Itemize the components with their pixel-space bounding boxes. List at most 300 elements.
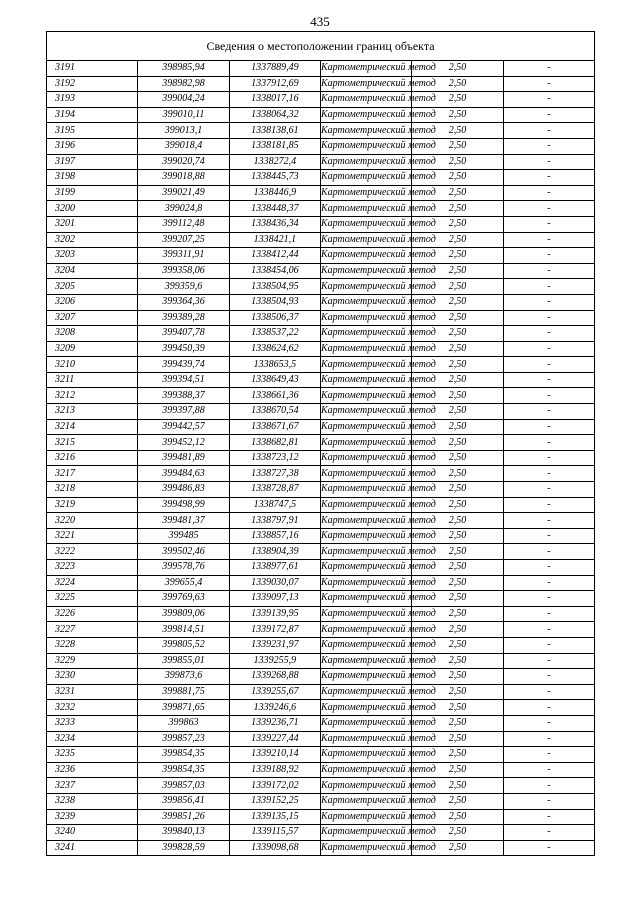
- accuracy-cell: 2,50: [412, 684, 503, 700]
- point-number-cell: 3219: [47, 497, 138, 513]
- table-row: [47, 606, 595, 622]
- description-cell: -: [503, 575, 594, 591]
- point-number-cell: 3200: [47, 201, 138, 217]
- x-coordinate-cell: 399112,48: [138, 216, 229, 232]
- y-coordinate-cell: 1337889,49: [229, 61, 320, 77]
- table-row: [47, 544, 595, 560]
- x-coordinate-cell: 399207,25: [138, 232, 229, 248]
- description-cell: -: [503, 825, 594, 841]
- description-cell: -: [503, 715, 594, 731]
- method-cell: Картометрический метод: [320, 326, 411, 342]
- y-coordinate-cell: 1338649,43: [229, 372, 320, 388]
- accuracy-cell: 2,50: [412, 637, 503, 653]
- point-number-cell: 3205: [47, 279, 138, 295]
- x-coordinate-cell: 399855,01: [138, 653, 229, 669]
- method-cell: Картометрический метод: [320, 216, 411, 232]
- y-coordinate-cell: 1338181,85: [229, 138, 320, 154]
- y-coordinate-cell: 1338506,37: [229, 310, 320, 326]
- y-coordinate-cell: 1337912,69: [229, 76, 320, 92]
- accuracy-cell: 2,50: [412, 762, 503, 778]
- table-row: [47, 482, 595, 498]
- accuracy-cell: 2,50: [412, 575, 503, 591]
- method-cell: Картометрический метод: [320, 497, 411, 513]
- method-cell: Картометрический метод: [320, 591, 411, 607]
- description-cell: -: [503, 435, 594, 451]
- x-coordinate-cell: 399814,51: [138, 622, 229, 638]
- accuracy-cell: 2,50: [412, 341, 503, 357]
- point-number-cell: 3201: [47, 216, 138, 232]
- method-cell: Картометрический метод: [320, 248, 411, 264]
- x-coordinate-cell: 399851,26: [138, 809, 229, 825]
- table-row: [47, 232, 595, 248]
- description-cell: -: [503, 622, 594, 638]
- description-cell: -: [503, 107, 594, 123]
- point-number-cell: 3233: [47, 715, 138, 731]
- x-coordinate-cell: 399389,28: [138, 310, 229, 326]
- method-cell: Картометрический метод: [320, 263, 411, 279]
- accuracy-cell: 2,50: [412, 778, 503, 794]
- accuracy-cell: 2,50: [412, 466, 503, 482]
- x-coordinate-cell: 399450,39: [138, 341, 229, 357]
- table-row: [47, 404, 595, 420]
- x-coordinate-cell: 399809,06: [138, 606, 229, 622]
- table-row: [47, 357, 595, 373]
- method-cell: Картометрический метод: [320, 388, 411, 404]
- x-coordinate-cell: 399021,49: [138, 185, 229, 201]
- description-cell: -: [503, 793, 594, 809]
- method-cell: Картометрический метод: [320, 404, 411, 420]
- table-row: [47, 310, 595, 326]
- accuracy-cell: 2,50: [412, 731, 503, 747]
- y-coordinate-cell: 1338272,4: [229, 154, 320, 170]
- method-cell: Картометрический метод: [320, 653, 411, 669]
- accuracy-cell: 2,50: [412, 404, 503, 420]
- table-row: [47, 731, 595, 747]
- y-coordinate-cell: 1338670,54: [229, 404, 320, 420]
- method-cell: Картометрический метод: [320, 715, 411, 731]
- description-cell: -: [503, 809, 594, 825]
- point-number-cell: 3239: [47, 809, 138, 825]
- point-number-cell: 3195: [47, 123, 138, 139]
- y-coordinate-cell: 1339172,87: [229, 622, 320, 638]
- description-cell: -: [503, 294, 594, 310]
- description-cell: -: [503, 700, 594, 716]
- method-cell: Картометрический метод: [320, 747, 411, 763]
- accuracy-cell: 2,50: [412, 653, 503, 669]
- x-coordinate-cell: 399655,4: [138, 575, 229, 591]
- accuracy-cell: 2,50: [412, 825, 503, 841]
- table-row: [47, 263, 595, 279]
- method-cell: Картометрический метод: [320, 513, 411, 529]
- x-coordinate-cell: 399502,46: [138, 544, 229, 560]
- method-cell: Картометрический метод: [320, 700, 411, 716]
- point-number-cell: 3196: [47, 138, 138, 154]
- method-cell: Картометрический метод: [320, 294, 411, 310]
- point-number-cell: 3198: [47, 170, 138, 186]
- accuracy-cell: 2,50: [412, 185, 503, 201]
- method-cell: Картометрический метод: [320, 466, 411, 482]
- method-cell: Картометрический метод: [320, 825, 411, 841]
- accuracy-cell: 2,50: [412, 669, 503, 685]
- x-coordinate-cell: 399863: [138, 715, 229, 731]
- method-cell: Картометрический метод: [320, 544, 411, 560]
- x-coordinate-cell: 399578,76: [138, 560, 229, 576]
- description-cell: -: [503, 170, 594, 186]
- accuracy-cell: 2,50: [412, 372, 503, 388]
- x-coordinate-cell: 399856,41: [138, 793, 229, 809]
- point-number-cell: 3197: [47, 154, 138, 170]
- table-row: [47, 341, 595, 357]
- description-cell: -: [503, 513, 594, 529]
- point-number-cell: 3212: [47, 388, 138, 404]
- x-coordinate-cell: 399481,37: [138, 513, 229, 529]
- method-cell: Картометрический метод: [320, 482, 411, 498]
- method-cell: Картометрический метод: [320, 372, 411, 388]
- x-coordinate-cell: 399485: [138, 528, 229, 544]
- x-coordinate-cell: 399442,57: [138, 419, 229, 435]
- method-cell: Картометрический метод: [320, 560, 411, 576]
- description-cell: -: [503, 497, 594, 513]
- y-coordinate-cell: 1338064,32: [229, 107, 320, 123]
- method-cell: Картометрический метод: [320, 107, 411, 123]
- method-cell: Картометрический метод: [320, 793, 411, 809]
- method-cell: Картометрический метод: [320, 840, 411, 856]
- accuracy-cell: 2,50: [412, 138, 503, 154]
- accuracy-cell: 2,50: [412, 326, 503, 342]
- point-number-cell: 3213: [47, 404, 138, 420]
- description-cell: -: [503, 216, 594, 232]
- x-coordinate-cell: 399452,12: [138, 435, 229, 451]
- description-cell: -: [503, 731, 594, 747]
- point-number-cell: 3206: [47, 294, 138, 310]
- y-coordinate-cell: 1338504,93: [229, 294, 320, 310]
- table-row: [47, 450, 595, 466]
- method-cell: Картометрический метод: [320, 435, 411, 451]
- y-coordinate-cell: 1339255,67: [229, 684, 320, 700]
- point-number-cell: 3202: [47, 232, 138, 248]
- y-coordinate-cell: 1338138,61: [229, 123, 320, 139]
- x-coordinate-cell: 399805,52: [138, 637, 229, 653]
- point-number-cell: 3211: [47, 372, 138, 388]
- point-number-cell: 3224: [47, 575, 138, 591]
- description-cell: -: [503, 419, 594, 435]
- table-row: [47, 248, 595, 264]
- point-number-cell: 3203: [47, 248, 138, 264]
- method-cell: Картометрический метод: [320, 637, 411, 653]
- accuracy-cell: 2,50: [412, 560, 503, 576]
- y-coordinate-cell: 1338682,81: [229, 435, 320, 451]
- table-row: [47, 840, 595, 856]
- description-cell: -: [503, 372, 594, 388]
- table-row: [47, 715, 595, 731]
- accuracy-cell: 2,50: [412, 216, 503, 232]
- accuracy-cell: 2,50: [412, 544, 503, 560]
- point-number-cell: 3191: [47, 61, 138, 77]
- table-row: [47, 825, 595, 841]
- description-cell: -: [503, 138, 594, 154]
- page-number: 435: [310, 14, 330, 29]
- y-coordinate-cell: 1339172,02: [229, 778, 320, 794]
- x-coordinate-cell: 399484,63: [138, 466, 229, 482]
- point-number-cell: 3214: [47, 419, 138, 435]
- method-cell: Картометрический метод: [320, 575, 411, 591]
- description-cell: -: [503, 747, 594, 763]
- accuracy-cell: 2,50: [412, 591, 503, 607]
- x-coordinate-cell: 399004,24: [138, 92, 229, 108]
- accuracy-cell: 2,50: [412, 92, 503, 108]
- description-cell: -: [503, 560, 594, 576]
- y-coordinate-cell: 1338661,36: [229, 388, 320, 404]
- x-coordinate-cell: 399486,83: [138, 482, 229, 498]
- y-coordinate-cell: 1339139,95: [229, 606, 320, 622]
- table-row: [47, 435, 595, 451]
- table-row: [47, 170, 595, 186]
- x-coordinate-cell: 399873,6: [138, 669, 229, 685]
- x-coordinate-cell: 399769,63: [138, 591, 229, 607]
- description-cell: -: [503, 778, 594, 794]
- description-cell: -: [503, 684, 594, 700]
- description-cell: -: [503, 528, 594, 544]
- accuracy-cell: 2,50: [412, 840, 503, 856]
- point-number-cell: 3227: [47, 622, 138, 638]
- accuracy-cell: 2,50: [412, 793, 503, 809]
- table-row: [47, 528, 595, 544]
- description-cell: -: [503, 544, 594, 560]
- point-number-cell: 3192: [47, 76, 138, 92]
- y-coordinate-cell: 1338454,06: [229, 263, 320, 279]
- description-cell: -: [503, 591, 594, 607]
- accuracy-cell: 2,50: [412, 201, 503, 217]
- method-cell: Картометрический метод: [320, 778, 411, 794]
- table-row: [47, 637, 595, 653]
- x-coordinate-cell: 399013,1: [138, 123, 229, 139]
- y-coordinate-cell: 1338857,16: [229, 528, 320, 544]
- y-coordinate-cell: 1339246,6: [229, 700, 320, 716]
- description-cell: -: [503, 450, 594, 466]
- table-row: [47, 92, 595, 108]
- point-number-cell: 3231: [47, 684, 138, 700]
- x-coordinate-cell: 399388,37: [138, 388, 229, 404]
- y-coordinate-cell: 1338537,22: [229, 326, 320, 342]
- accuracy-cell: 2,50: [412, 419, 503, 435]
- point-number-cell: 3216: [47, 450, 138, 466]
- method-cell: Картометрический метод: [320, 201, 411, 217]
- x-coordinate-cell: 399840,13: [138, 825, 229, 841]
- accuracy-cell: 2,50: [412, 513, 503, 529]
- y-coordinate-cell: 1338723,12: [229, 450, 320, 466]
- table-row: [47, 372, 595, 388]
- method-cell: Картометрический метод: [320, 138, 411, 154]
- method-cell: Картометрический метод: [320, 232, 411, 248]
- table-row: [47, 138, 595, 154]
- x-coordinate-cell: 399311,91: [138, 248, 229, 264]
- description-cell: -: [503, 669, 594, 685]
- y-coordinate-cell: 1338448,37: [229, 201, 320, 217]
- method-cell: Картометрический метод: [320, 279, 411, 295]
- accuracy-cell: 2,50: [412, 700, 503, 716]
- x-coordinate-cell: 399397,88: [138, 404, 229, 420]
- y-coordinate-cell: 1338797,91: [229, 513, 320, 529]
- table-row: [47, 497, 595, 513]
- accuracy-cell: 2,50: [412, 450, 503, 466]
- point-number-cell: 3241: [47, 840, 138, 856]
- point-number-cell: 3199: [47, 185, 138, 201]
- description-cell: -: [503, 61, 594, 77]
- table-row: [47, 684, 595, 700]
- y-coordinate-cell: 1338421,1: [229, 232, 320, 248]
- method-cell: Картометрический метод: [320, 185, 411, 201]
- table-row: [47, 762, 595, 778]
- y-coordinate-cell: 1339227,44: [229, 731, 320, 747]
- table-row: [47, 279, 595, 295]
- table-row: [47, 653, 595, 669]
- y-coordinate-cell: 1339255,9: [229, 653, 320, 669]
- method-cell: Картометрический метод: [320, 731, 411, 747]
- accuracy-cell: 2,50: [412, 747, 503, 763]
- point-number-cell: 3204: [47, 263, 138, 279]
- description-cell: -: [503, 466, 594, 482]
- accuracy-cell: 2,50: [412, 294, 503, 310]
- description-cell: -: [503, 341, 594, 357]
- y-coordinate-cell: 1338624,62: [229, 341, 320, 357]
- description-cell: -: [503, 404, 594, 420]
- table-row: [47, 76, 595, 92]
- point-number-cell: 3220: [47, 513, 138, 529]
- x-coordinate-cell: 399364,36: [138, 294, 229, 310]
- method-cell: Картометрический метод: [320, 528, 411, 544]
- point-number-cell: 3223: [47, 560, 138, 576]
- y-coordinate-cell: 1338747,5: [229, 497, 320, 513]
- description-cell: -: [503, 762, 594, 778]
- description-cell: -: [503, 840, 594, 856]
- x-coordinate-cell: 399439,74: [138, 357, 229, 373]
- point-number-cell: 3238: [47, 793, 138, 809]
- description-cell: -: [503, 326, 594, 342]
- point-number-cell: 3236: [47, 762, 138, 778]
- y-coordinate-cell: 1339115,57: [229, 825, 320, 841]
- table-row: [47, 591, 595, 607]
- description-cell: -: [503, 653, 594, 669]
- table-row: [47, 185, 595, 201]
- point-number-cell: 3208: [47, 326, 138, 342]
- y-coordinate-cell: 1338504,95: [229, 279, 320, 295]
- x-coordinate-cell: 399020,74: [138, 154, 229, 170]
- method-cell: Картометрический метод: [320, 341, 411, 357]
- description-cell: -: [503, 263, 594, 279]
- description-cell: -: [503, 279, 594, 295]
- description-cell: -: [503, 154, 594, 170]
- table-row: [47, 294, 595, 310]
- x-coordinate-cell: 399498,99: [138, 497, 229, 513]
- table-row: [47, 466, 595, 482]
- y-coordinate-cell: 1338436,34: [229, 216, 320, 232]
- description-cell: -: [503, 357, 594, 373]
- x-coordinate-cell: 399359,6: [138, 279, 229, 295]
- accuracy-cell: 2,50: [412, 263, 503, 279]
- accuracy-cell: 2,50: [412, 248, 503, 264]
- accuracy-cell: 2,50: [412, 388, 503, 404]
- description-cell: -: [503, 388, 594, 404]
- accuracy-cell: 2,50: [412, 715, 503, 731]
- point-number-cell: 3207: [47, 310, 138, 326]
- description-cell: -: [503, 185, 594, 201]
- x-coordinate-cell: 399481,89: [138, 450, 229, 466]
- method-cell: Картометрический метод: [320, 762, 411, 778]
- accuracy-cell: 2,50: [412, 435, 503, 451]
- accuracy-cell: 2,50: [412, 76, 503, 92]
- table-row: [47, 154, 595, 170]
- method-cell: Картометрический метод: [320, 123, 411, 139]
- point-number-cell: 3225: [47, 591, 138, 607]
- method-cell: Картометрический метод: [320, 809, 411, 825]
- method-cell: Картометрический метод: [320, 357, 411, 373]
- method-cell: Картометрический метод: [320, 684, 411, 700]
- x-coordinate-cell: 399881,75: [138, 684, 229, 700]
- point-number-cell: 3235: [47, 747, 138, 763]
- method-cell: Картометрический метод: [320, 606, 411, 622]
- table-row: [47, 622, 595, 638]
- x-coordinate-cell: 399854,35: [138, 762, 229, 778]
- x-coordinate-cell: 399407,78: [138, 326, 229, 342]
- y-coordinate-cell: 1338445,73: [229, 170, 320, 186]
- table-row: [47, 107, 595, 123]
- method-cell: Картометрический метод: [320, 310, 411, 326]
- accuracy-cell: 2,50: [412, 279, 503, 295]
- description-cell: -: [503, 123, 594, 139]
- y-coordinate-cell: 1339188,92: [229, 762, 320, 778]
- table-title: Сведения о местоположении границ объекта: [47, 32, 595, 61]
- accuracy-cell: 2,50: [412, 310, 503, 326]
- table-row: [47, 747, 595, 763]
- y-coordinate-cell: 1339236,71: [229, 715, 320, 731]
- table-title-row: [47, 32, 595, 61]
- description-cell: -: [503, 637, 594, 653]
- x-coordinate-cell: 399394,51: [138, 372, 229, 388]
- y-coordinate-cell: 1338653,5: [229, 357, 320, 373]
- y-coordinate-cell: 1338728,87: [229, 482, 320, 498]
- x-coordinate-cell: 399018,88: [138, 170, 229, 186]
- point-number-cell: 3222: [47, 544, 138, 560]
- point-number-cell: 3221: [47, 528, 138, 544]
- accuracy-cell: 2,50: [412, 528, 503, 544]
- point-number-cell: 3237: [47, 778, 138, 794]
- x-coordinate-cell: 399854,35: [138, 747, 229, 763]
- table-row: [47, 201, 595, 217]
- table-row: [47, 419, 595, 435]
- description-cell: -: [503, 248, 594, 264]
- y-coordinate-cell: 1339098,68: [229, 840, 320, 856]
- x-coordinate-cell: 398982,98: [138, 76, 229, 92]
- x-coordinate-cell: 399857,03: [138, 778, 229, 794]
- table-row: [47, 700, 595, 716]
- table-row: [47, 809, 595, 825]
- y-coordinate-cell: 1338446,9: [229, 185, 320, 201]
- y-coordinate-cell: 1339210,14: [229, 747, 320, 763]
- y-coordinate-cell: 1339135,15: [229, 809, 320, 825]
- point-number-cell: 3232: [47, 700, 138, 716]
- method-cell: Картометрический метод: [320, 419, 411, 435]
- table-row: [47, 216, 595, 232]
- point-number-cell: 3234: [47, 731, 138, 747]
- point-number-cell: 3240: [47, 825, 138, 841]
- point-number-cell: 3209: [47, 341, 138, 357]
- accuracy-cell: 2,50: [412, 497, 503, 513]
- accuracy-cell: 2,50: [412, 606, 503, 622]
- y-coordinate-cell: 1339030,07: [229, 575, 320, 591]
- point-number-cell: 3210: [47, 357, 138, 373]
- y-coordinate-cell: 1339268,88: [229, 669, 320, 685]
- y-coordinate-cell: 1338671,67: [229, 419, 320, 435]
